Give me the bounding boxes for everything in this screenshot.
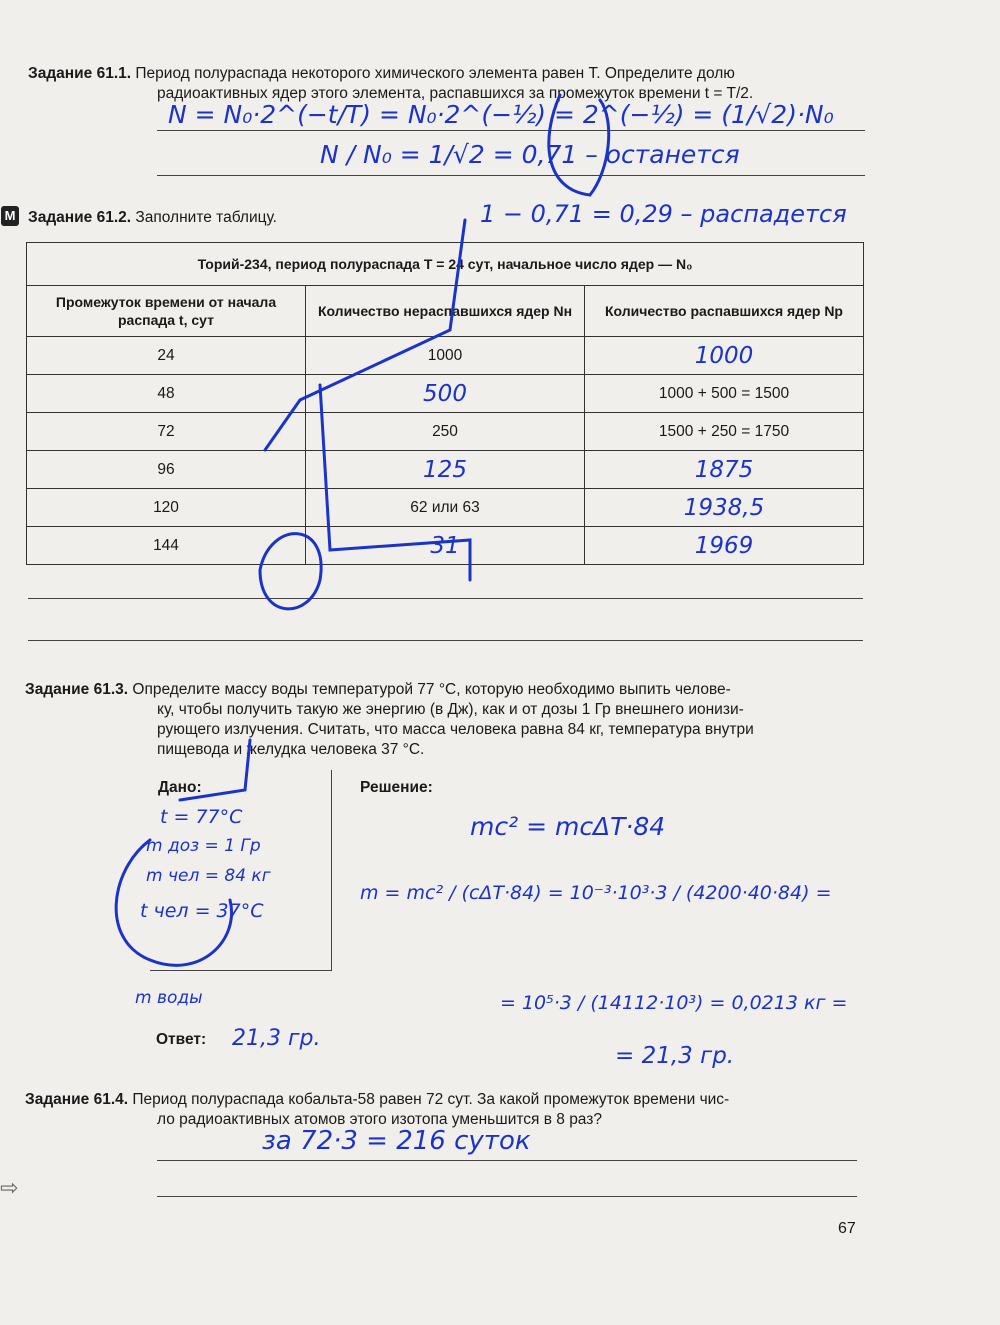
handwritten-value: 1000	[694, 342, 754, 369]
solution-label: Решение:	[360, 779, 433, 796]
task-text: Определите массу воды температурой 77 °C, которую необходимо выпить челове-	[132, 681, 731, 698]
task-61-3-text-line3: рующего излучения. Считать, что масса человека равна 84 кг, температура внутри	[157, 721, 754, 738]
cell-time: 24	[27, 337, 306, 375]
task-61-1-heading	[28, 64, 735, 84]
cell-decayed: 1000 + 500 = 1500	[585, 375, 864, 413]
cell-undecayed	[306, 375, 585, 413]
handwritten-value: 500	[423, 380, 467, 407]
handwritten-given: m чел = 84 кг	[146, 866, 271, 886]
cell-undecayed: 1000	[306, 337, 585, 375]
handwritten-value: 125	[423, 456, 467, 483]
table-row	[27, 451, 864, 489]
page-number: 67	[838, 1220, 856, 1237]
task-61-3-text-line2: ку, чтобы получить такую же энергию (в Дж), как и от дозы 1 Гр внешнего ионизи-	[157, 701, 744, 718]
task-61-1-text-line2: радиоактивных ядер этого элемента, распавшихся за промежуток времени t = T/2.	[157, 85, 754, 102]
task-label: Задание 61.3.	[25, 681, 129, 698]
given-divider-vertical	[331, 770, 332, 970]
cell-decayed	[585, 489, 864, 527]
m-badge-icon: M	[1, 206, 19, 226]
handwritten-given: t чел = 37°C	[140, 900, 264, 922]
answer-line	[157, 130, 865, 131]
cell-undecayed: 250	[306, 413, 585, 451]
given-label: Дано:	[158, 779, 202, 796]
task-61-3-text-line4: пищевода и желудка человека 37 °C.	[157, 741, 425, 758]
cell-time: 120	[27, 489, 306, 527]
handwritten-solution: mc² = mcΔT·84	[470, 812, 666, 841]
cell-undecayed: 62 или 63	[306, 489, 585, 527]
answer-line	[28, 640, 863, 641]
cell-decayed	[585, 451, 864, 489]
answer-line	[157, 1160, 857, 1161]
cell-undecayed	[306, 527, 585, 565]
task-label: Задание 61.4.	[25, 1091, 129, 1108]
col-header-undecayed: Количество нераспавшихся ядер Nн	[306, 286, 585, 337]
handwritten-value: 1969	[694, 532, 754, 559]
cell-time: 96	[27, 451, 306, 489]
col-header-time: Промежуток времени от начала распада t, сут	[27, 286, 306, 337]
handwritten-value: 1875	[694, 456, 754, 483]
handwritten-answer: 21,3 гр.	[232, 1026, 321, 1051]
cell-decayed	[585, 527, 864, 565]
handwritten-solution: = 21,3 гр.	[615, 1043, 735, 1069]
handwritten-value: 31	[430, 532, 460, 559]
table-row	[27, 413, 864, 451]
handwritten-formula: N = N₀·2^(−t/T) = N₀·2^(−½) = 2^(−½) = (1/√2)·N₀	[168, 100, 834, 129]
handwritten-given: m доз = 1 Гр	[146, 836, 261, 856]
answer-line	[157, 175, 865, 176]
table-row	[27, 527, 864, 565]
answer-line	[28, 598, 863, 599]
task-61-2-heading	[28, 208, 277, 228]
handwritten-solution: = 10⁵·3 / (14112·10³) = 0,0213 кг =	[500, 992, 848, 1014]
task-61-4-heading	[25, 1090, 729, 1110]
answer-label: Ответ:	[156, 1031, 207, 1048]
cell-decayed	[585, 337, 864, 375]
cell-time: 72	[27, 413, 306, 451]
handwritten-decayed: 1 − 0,71 = 0,29 – распадется	[480, 200, 847, 228]
task-label: Задание 61.1.	[28, 65, 132, 82]
handwritten-answer: за 72·3 = 216 суток	[262, 1126, 531, 1156]
thorium-table	[26, 242, 864, 565]
cell-time: 48	[27, 375, 306, 413]
task-text: Период полураспада кобальта-58 равен 72 сут. За какой промежуток времени чис-	[132, 1091, 730, 1108]
handwritten-given: t = 77°C	[160, 806, 243, 828]
answer-line	[157, 1196, 857, 1197]
handwritten-ratio: N / N₀ = 1/√2 = 0,71 – останется	[320, 140, 740, 169]
table-caption: Торий-234, период полураспада T = 24 сут, начальное число ядер — N₀	[27, 243, 864, 286]
table-row	[27, 375, 864, 413]
given-divider-horizontal	[150, 970, 332, 971]
task-text: Период полураспада некоторого химического элемента равен T. Определите долю	[135, 65, 735, 82]
handwritten-value: 1938,5	[683, 494, 765, 521]
col-header-decayed: Количество распавшихся ядер Nр	[585, 286, 864, 337]
table-row	[27, 489, 864, 527]
task-61-4-text-line2: ло радиоактивных атомов этого изотопа уменьшится в 8 раз?	[157, 1111, 602, 1128]
cell-time: 144	[27, 527, 306, 565]
handwritten-solution: m = mc² / (cΔT·84) = 10⁻³·10³·3 / (4200·40·84) =	[360, 882, 832, 904]
cell-undecayed	[306, 451, 585, 489]
cell-decayed: 1500 + 250 = 1750	[585, 413, 864, 451]
task-text: Заполните таблицу.	[135, 209, 277, 226]
task-61-3-heading	[25, 680, 731, 700]
handwritten-given: m воды	[135, 988, 203, 1008]
table-row	[27, 337, 864, 375]
pointer-arrow-icon: ⇨	[0, 1175, 19, 1200]
task-label: Задание 61.2.	[28, 209, 132, 226]
